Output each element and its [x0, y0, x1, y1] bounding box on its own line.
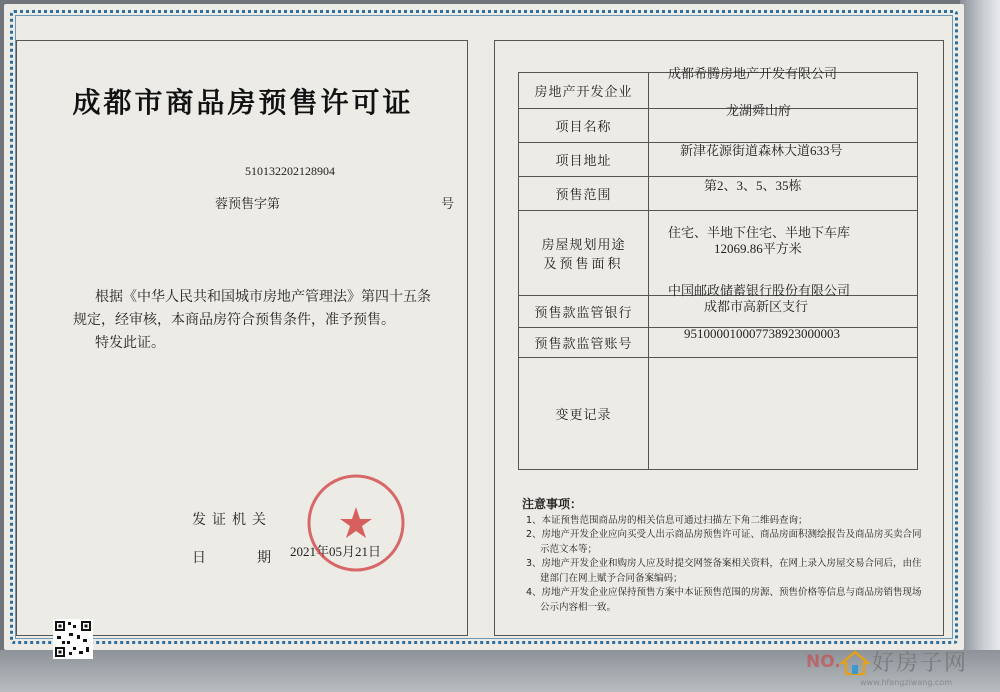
body-line: 规定，经审核，本商品房符合预售条件，准予预售。 [73, 312, 395, 328]
change-cell [649, 358, 918, 470]
note-item: 3、房地产开发企业和购房人应及时提交网签备案相关资料，在网上录入房屋交易合同后，由住建部门在网上赋予合同备案编码； [526, 558, 922, 584]
area-value: 12069.86平方米 [714, 241, 802, 256]
scope-value: 第2、3、5、35栋 [704, 178, 802, 193]
date-label: 日 [192, 550, 206, 566]
permit-suffix: 号 [441, 197, 455, 212]
date-label: 期 [257, 550, 271, 566]
address-label: 项目地址 [519, 143, 649, 177]
note-item: 1、本证预售范围商品房的相关信息可通过扫描左下角二维码查询； [526, 514, 808, 526]
project-info-table [518, 72, 918, 470]
usage-label: 及预售面积 [543, 257, 624, 272]
project-name-value: 龙湖舜山府 [726, 103, 792, 118]
certificate [4, 4, 964, 650]
change-label: 变更记录 [519, 358, 649, 470]
notes-section [522, 497, 922, 615]
developer-value: 成都希腾房地产开发有限公司 [668, 66, 838, 81]
usage-label: 房屋规划用途 [541, 238, 626, 253]
bank-branch-value: 成都市高新区支行 [704, 299, 809, 314]
left-panel [16, 40, 468, 636]
background-right [960, 0, 1000, 692]
watermark-brand: 好房子网 [872, 651, 969, 676]
body-line: 根据《中华人民共和国城市房地产管理法》第四十五条 [95, 289, 431, 305]
certificate-title: 成都市商品房预售许可证 [72, 86, 414, 119]
bank-label: 预售款监管银行 [519, 296, 649, 328]
usage-label-cell [519, 211, 649, 296]
certificate-body [73, 286, 465, 355]
address-value: 新津花源街道森林大道633号 [680, 143, 843, 158]
issuer-label: 发证机关 [192, 512, 272, 528]
account-label: 预售款监管账号 [519, 328, 649, 358]
watermark-number: NO. [806, 652, 841, 672]
project-name-label: 项目名称 [519, 109, 649, 143]
permit-prefix: 蓉预售字第 [215, 197, 281, 212]
note-item: 2、房地产开发企业应向买受人出示商品房预售许可证、商品房面积测绘报告及商品房买卖合同示范文本等； [526, 529, 922, 555]
watermark-url: www.hfangziwang.com [860, 678, 953, 687]
house-logo-icon [840, 650, 870, 676]
notes-heading: 注意事项： [522, 497, 583, 511]
serial-number: 510132202128904 [245, 164, 335, 178]
scope-label: 预售范围 [519, 177, 649, 211]
developer-label: 房地产开发企业 [519, 73, 649, 109]
account-value: 951000010007738923000003 [684, 326, 840, 341]
note-item: 4、房地产开发企业应保持预售方案中本证预售范围的房源、预售价格等信息与商品房销售现场公示内容相一致。 [526, 587, 922, 613]
official-seal-icon [304, 471, 408, 575]
body-line: 特发此证。 [95, 335, 165, 351]
qr-code-icon [53, 619, 93, 659]
issue-date: 2021年05月21日 [290, 544, 382, 559]
usage-value: 住宅、半地下住宅、半地下车库 [668, 225, 851, 240]
bank-value: 中国邮政储蓄银行股份有限公司 [668, 283, 851, 298]
